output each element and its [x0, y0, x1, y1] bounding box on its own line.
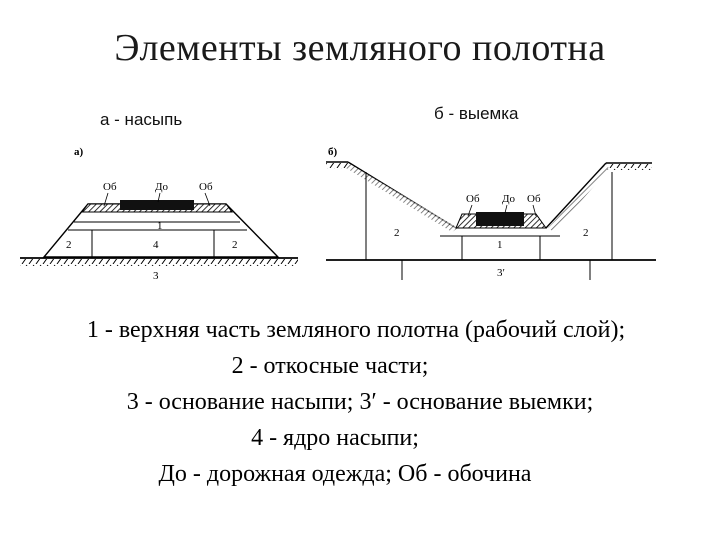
- embankment-diagram: [20, 146, 298, 282]
- tag-a: а): [74, 146, 84, 158]
- legend-item-1: 1 - верхняя часть земляного полотна (рабочий слой);: [86, 317, 626, 343]
- legend-item-3: 3 - основание насыпи; 3′ - основание выемки;: [126, 389, 594, 415]
- slope-right-b: [546, 163, 606, 228]
- leader-do-b: [505, 205, 507, 213]
- label-3-a: 3: [153, 270, 159, 282]
- label-3p-b: 3′: [497, 267, 505, 279]
- label-1-a: 1: [157, 220, 163, 232]
- ground-hatch-right-b: [606, 164, 652, 170]
- tag-b: б): [328, 146, 338, 158]
- label-do-b: До: [502, 193, 516, 205]
- ground-hatch-left-b: [326, 163, 348, 169]
- slope-hatch-left-b: [346, 164, 458, 232]
- label-2-left-b: 2: [394, 227, 400, 239]
- legend: [0, 312, 720, 492]
- label-2-left-a: 2: [66, 239, 72, 251]
- caption-embankment: а - насыпь: [100, 110, 183, 129]
- pavement-a: [120, 200, 194, 210]
- label-1-b: 1: [497, 239, 503, 251]
- label-ob-left-a: Об: [103, 181, 117, 193]
- label-ob-left-b: Об: [466, 193, 480, 205]
- label-ob-right-b: Об: [527, 193, 541, 205]
- legend-item-5: До - дорожная одежда; Об - обочина: [158, 461, 532, 487]
- legend-item-4: 4 - ядро насыпи;: [251, 425, 419, 451]
- legend-item-2: 2 - откосные части;: [231, 353, 429, 379]
- label-2-right-a: 2: [232, 239, 238, 251]
- slope-hatch-right-b: [548, 166, 610, 232]
- label-ob-right-a: Об: [199, 181, 213, 193]
- caption-cutting: б - выемка: [434, 104, 519, 123]
- label-do-a: До: [155, 181, 169, 193]
- ground-hatch-a: [20, 259, 298, 266]
- pavement-b: [476, 212, 524, 226]
- page-title: Элементы земляного полотна: [114, 27, 606, 69]
- cutting-diagram: [326, 146, 656, 280]
- label-2-right-b: 2: [583, 227, 589, 239]
- label-4-a: 4: [153, 239, 159, 251]
